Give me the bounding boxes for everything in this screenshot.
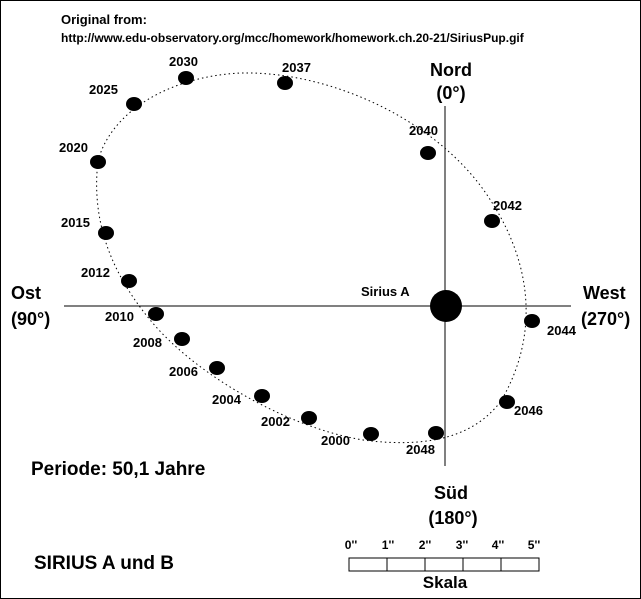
west-degree: (270°) [581, 309, 631, 329]
orbit-year-2000: 2000 [321, 433, 350, 448]
orbit-dot-2004 [254, 389, 270, 403]
scale-bar [345, 538, 541, 592]
orbit-dot-2012 [121, 274, 137, 288]
source-heading: Original from: [61, 12, 147, 27]
east-degree: (90°) [11, 309, 51, 329]
orbit-dot-2040 [420, 146, 436, 160]
orbit-year-2025: 2025 [89, 82, 118, 97]
scale-tick-5: 5'' [527, 538, 541, 552]
orbit-year-2044: 2044 [547, 323, 576, 338]
orbit-year-2002: 2002 [261, 414, 290, 429]
orbit-dot-2037 [277, 76, 293, 90]
sirius-a-label: Sirius A [361, 284, 410, 299]
diagram-title: SIRIUS A und B [34, 553, 175, 574]
scale-tick-0: 0'' [344, 538, 358, 552]
scale-tick-2: 2'' [418, 538, 432, 552]
east-label: Ost [11, 283, 42, 303]
orbit-dot-2044 [524, 314, 540, 328]
scale-tick-1: 1'' [381, 538, 395, 552]
orbit-year-2046: 2046 [514, 403, 543, 418]
orbit-dot-2042 [484, 214, 500, 228]
sirius-a-star [430, 290, 462, 322]
orbit-year-2037: 2037 [282, 60, 311, 75]
orbit-dot-2008 [174, 332, 190, 346]
orbit-dot-2046 [499, 395, 515, 409]
south-degree: (180°) [428, 508, 478, 528]
orbit-dot-2006 [209, 361, 225, 375]
orbit-dot-2048 [428, 426, 444, 440]
orbit-year-2042: 2042 [493, 198, 522, 213]
orbit-dot-2025 [126, 97, 142, 111]
orbit-year-2020: 2020 [59, 140, 88, 155]
orbit-year-2010: 2010 [105, 309, 134, 324]
orbit-year-2012: 2012 [81, 265, 110, 280]
scale-bar-frame [349, 558, 539, 571]
orbit-path [97, 73, 526, 443]
orbit-dot-2020 [90, 155, 106, 169]
orbit-dot-2010 [148, 307, 164, 321]
orbit-year-2040: 2040 [409, 123, 438, 138]
orbit-year-2030: 2030 [169, 54, 198, 69]
orbit-dot-2030 [178, 71, 194, 85]
north-degree: (0°) [436, 83, 466, 103]
orbit-year-2004: 2004 [212, 392, 241, 407]
orbit-dot-2015 [98, 226, 114, 240]
scale-label: Skala [422, 573, 468, 592]
scale-tick-3: 3'' [455, 538, 469, 552]
orbit-year-2008: 2008 [133, 335, 162, 350]
scale-tick-4: 4'' [491, 538, 505, 552]
north-label: Nord [430, 60, 472, 80]
orbit-dot-2000 [363, 427, 379, 441]
south-label: Süd [434, 483, 468, 503]
orbit-dot-2002 [301, 411, 317, 425]
period-text: Periode: 50,1 Jahre [31, 459, 206, 480]
orbit-canvas [1, 1, 640, 598]
orbit-year-2048: 2048 [406, 442, 435, 457]
orbit-year-2015: 2015 [61, 215, 90, 230]
west-label: West [583, 283, 626, 303]
orbit-year-2006: 2006 [169, 364, 198, 379]
source-url: http://www.edu-observatory.org/mcc/homework/homework.ch.20-21/SiriusPup.gif [61, 31, 524, 45]
orbit-positions [59, 54, 577, 457]
